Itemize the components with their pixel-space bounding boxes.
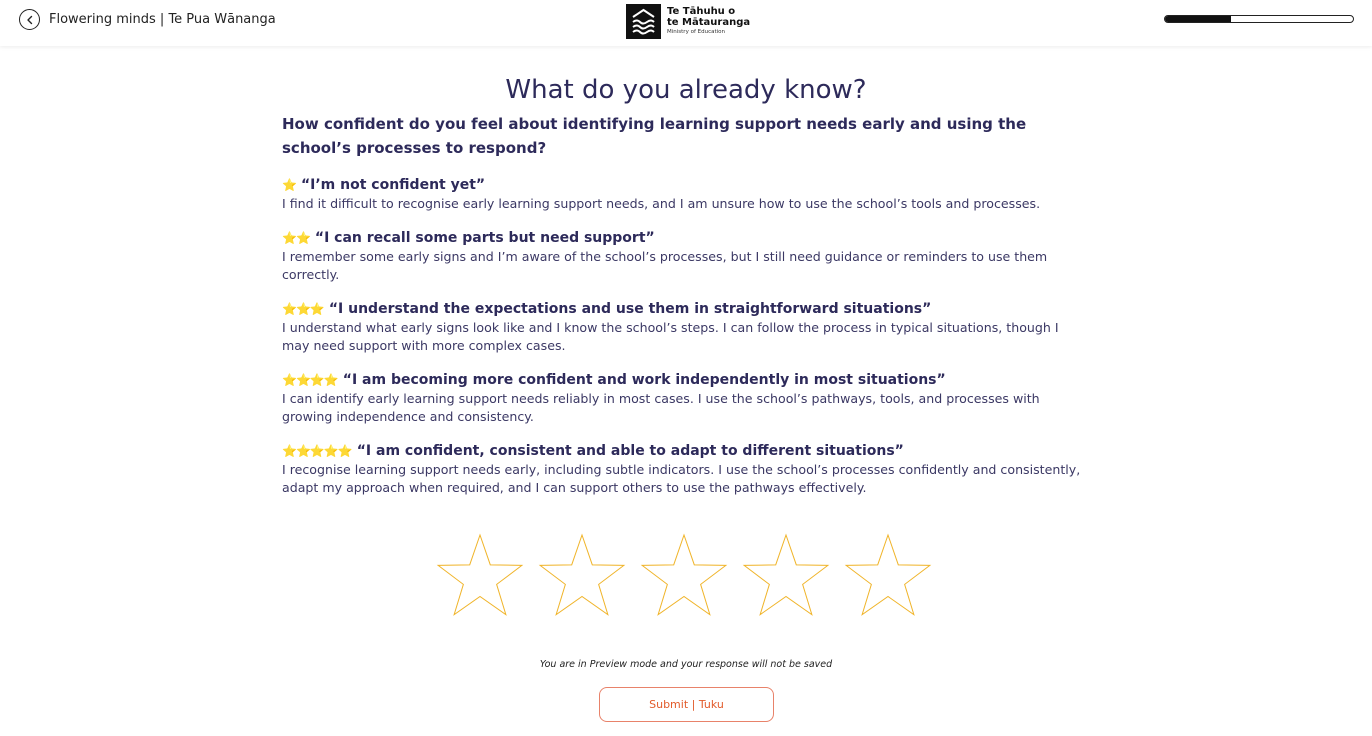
confidence-level-4 (282, 371, 1090, 426)
logo-line-1: Te Tāhuhu o (667, 5, 736, 17)
star-icon: ⭐⭐⭐⭐ (282, 373, 338, 387)
level-heading: “I am becoming more confident and work independently in most situations” (342, 372, 946, 388)
progress-fill (1165, 16, 1231, 22)
star-outline-icon (438, 535, 522, 615)
star-icon: ⭐ (282, 178, 296, 192)
submit-button[interactable]: Submit | Tuku (599, 687, 774, 722)
level-heading: “I understand the expectations and use them in straightforward situations” (328, 301, 932, 317)
page-title: What do you already know? (505, 75, 867, 105)
confidence-level-1 (282, 176, 1090, 213)
course-title: Flowering minds | Te Pua Wānanga (49, 12, 276, 27)
ministry-logo (626, 3, 750, 39)
rating-star-5[interactable] (844, 532, 932, 618)
star-icon: ⭐⭐⭐ (282, 302, 324, 316)
rating-star-4[interactable] (742, 532, 830, 618)
star-outline-icon (744, 535, 828, 615)
level-heading: “I can recall some parts but need support” (314, 230, 655, 246)
star-rating (436, 532, 932, 618)
ministry-logo-icon (626, 4, 661, 39)
rating-star-2[interactable] (538, 532, 626, 618)
level-heading: “I’m not confident yet” (300, 177, 486, 193)
level-description: I recognise learning support needs early, including subtle indicators. I use the school’s processes confidently and consistently, adapt my approach when required, and I can support others to use the pathways effectively. (282, 462, 1081, 495)
level-description: I remember some early signs and I’m aware of the school’s processes, but I still need guidance or reminders to use them correctly. (282, 249, 1048, 282)
logo-line-3: Ministry of Education (667, 28, 726, 35)
star-icon: ⭐⭐ (282, 231, 310, 245)
main-content (282, 72, 1090, 497)
confidence-level-2 (282, 229, 1090, 284)
level-description: I find it difficult to recognise early learning support needs, and I am unsure how to use the school’s tools and processes. (282, 196, 1041, 211)
logo-line-2: te Mātauranga (667, 16, 751, 28)
star-icon: ⭐⭐⭐⭐⭐ (282, 444, 352, 458)
back-button[interactable] (19, 9, 40, 30)
confidence-level-5 (282, 442, 1090, 497)
top-bar (0, 0, 1372, 46)
level-description: I can identify early learning support needs reliably in most cases. I use the school’s pathways, tools, and processes with growing independence and consistency. (282, 391, 1040, 424)
question-text: How confident do you feel about identifying learning support needs early and using the school’s processes to respond? (282, 115, 1027, 157)
level-heading: “I am confident, consistent and able to adapt to different situations” (356, 443, 904, 459)
rating-star-3[interactable] (640, 532, 728, 618)
star-outline-icon (540, 535, 624, 615)
chevron-left-icon (25, 15, 35, 25)
preview-mode-note: You are in Preview mode and your response will not be saved (539, 659, 833, 670)
star-outline-icon (846, 535, 930, 615)
progress-bar (1164, 15, 1354, 23)
star-outline-icon (642, 535, 726, 615)
confidence-level-3 (282, 300, 1090, 355)
level-description: I understand what early signs look like and I know the school’s steps. I can follow the process in typical situations, though I may need support with more complex cases. (282, 320, 1059, 353)
rating-star-1[interactable] (436, 532, 524, 618)
